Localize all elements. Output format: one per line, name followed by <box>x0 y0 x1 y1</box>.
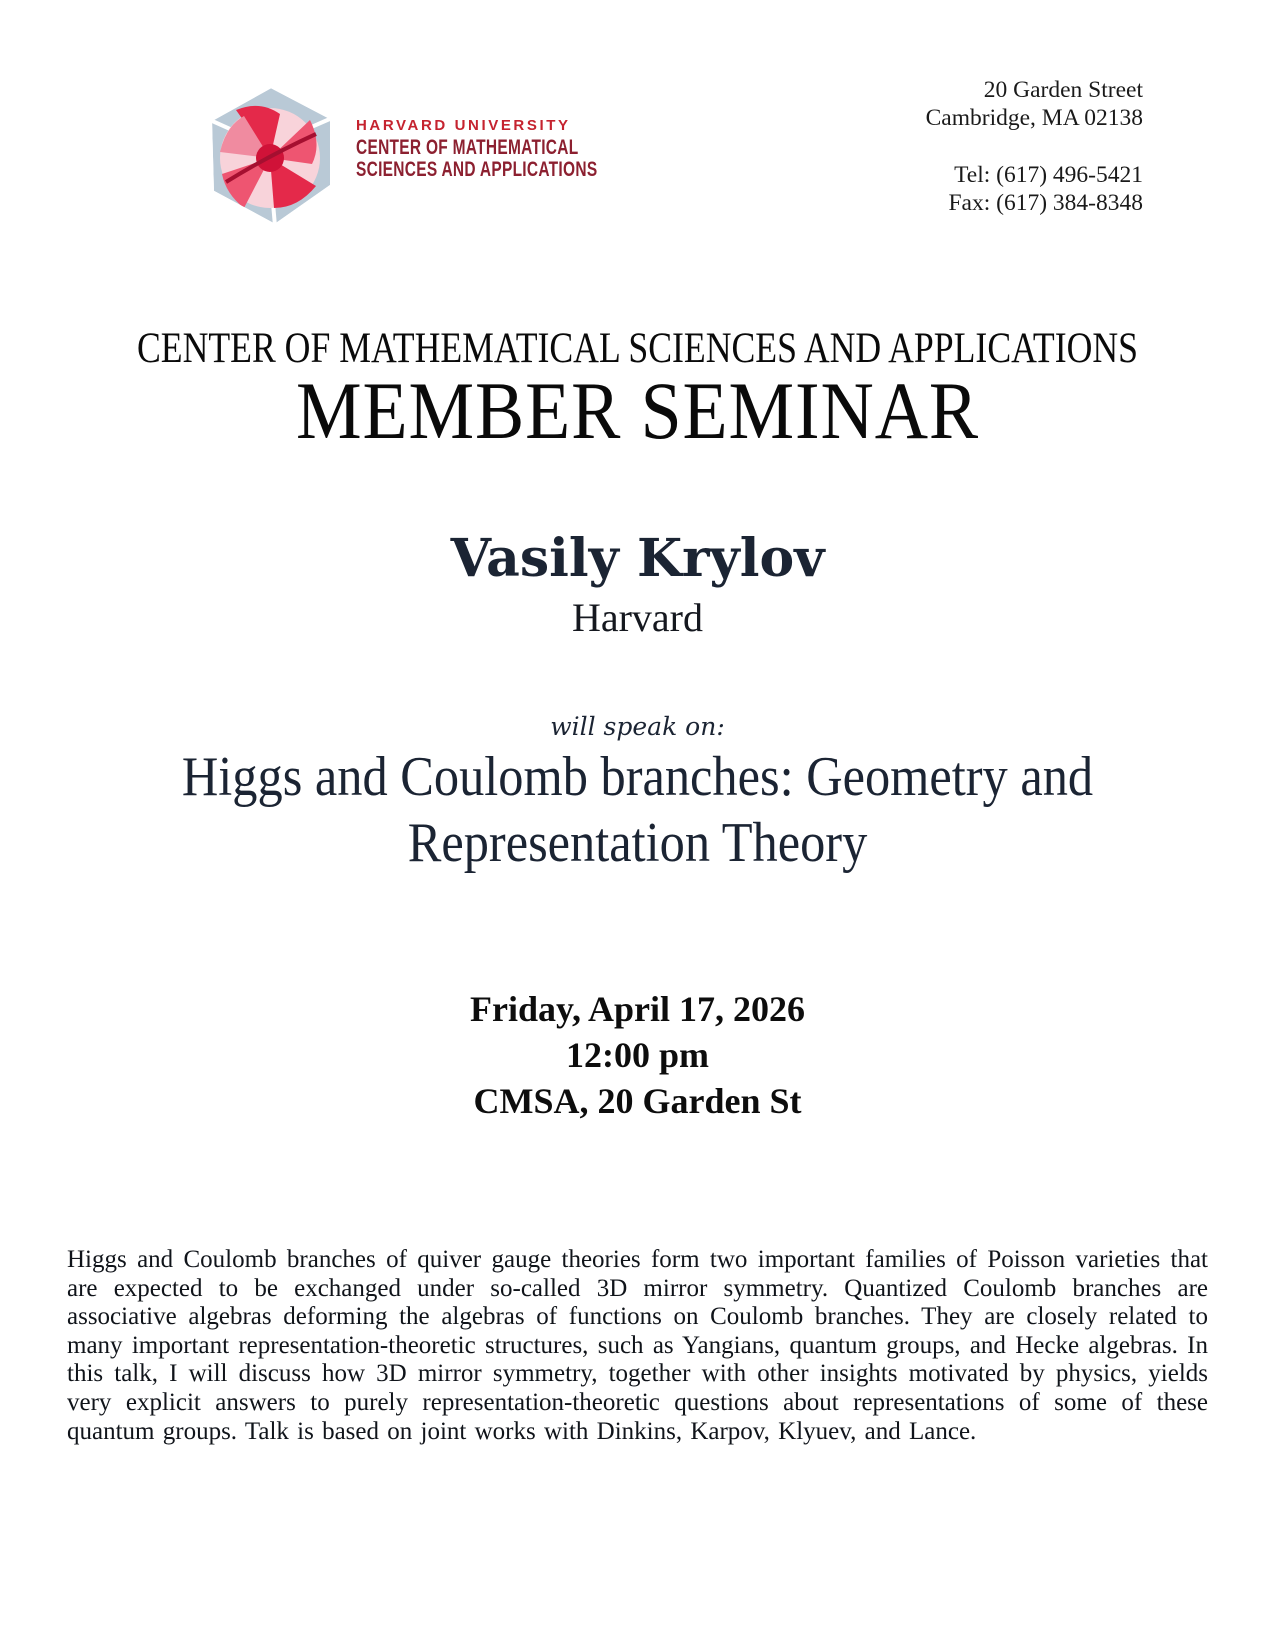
event-details <box>0 986 1275 1124</box>
speaker-name: Vasily Krylov <box>450 528 825 589</box>
brand-center-lines <box>356 137 597 180</box>
brand-university-line: HARVARD UNIVERSITY <box>356 117 571 134</box>
fax-line: Fax: (617) 384-8348 <box>948 190 1143 216</box>
address-line-2: Cambridge, MA 02138 <box>925 105 1143 131</box>
contact-block <box>926 76 1143 217</box>
brand-center-line-2: SCIENCES AND APPLICATIONS <box>356 156 598 181</box>
talk-title <box>64 744 1212 876</box>
brand-text <box>356 117 691 180</box>
talk-title-text: Higgs and Coulomb branches: Geometry and Representation Theory <box>181 746 1094 874</box>
speaker-affiliation: Harvard <box>571 595 704 640</box>
brand-center-line-1: CENTER OF MATHEMATICAL <box>356 135 579 159</box>
address-line-1: 20 Garden Street <box>983 77 1143 103</box>
phone-line: Tel: (617) 496-5421 <box>954 162 1143 188</box>
lead-in-text: will speak on: <box>550 712 725 741</box>
contact-spacer <box>926 132 1143 161</box>
cmsa-cube-logo-icon <box>198 82 348 230</box>
event-location: CMSA, 20 Garden St <box>473 1081 802 1121</box>
organization-title: CENTER OF MATHEMATICAL SCIENCES AND APPLICATIONS <box>136 325 1139 372</box>
seminar-series-title: MEMBER SEMINAR <box>295 365 980 456</box>
talk-abstract: Higgs and Coulomb branches of quiver gauge theories form two important families of Poisson varieties that are expected to be exchanged under so-called 3D mirror symmetry. Quantized Coulomb branches are associative algebras deforming the algebras of functions on Coulomb branches. They are closely related to many important representation-theoretic structures, such as Yangians, quantum groups, and Hecke algebras. In this talk, I will discuss how 3D mirror symmetry, together with other insights motivated by physics, yields very explicit answers to purely representation-theoretic questions about representations of some of these quantum groups. Talk is based on joint works with Dinkins, Karpov, Klyuev, and Lance. <box>67 1246 1208 1445</box>
event-time: 12:00 pm <box>566 1035 709 1075</box>
event-date: Friday, April 17, 2026 <box>469 989 806 1029</box>
